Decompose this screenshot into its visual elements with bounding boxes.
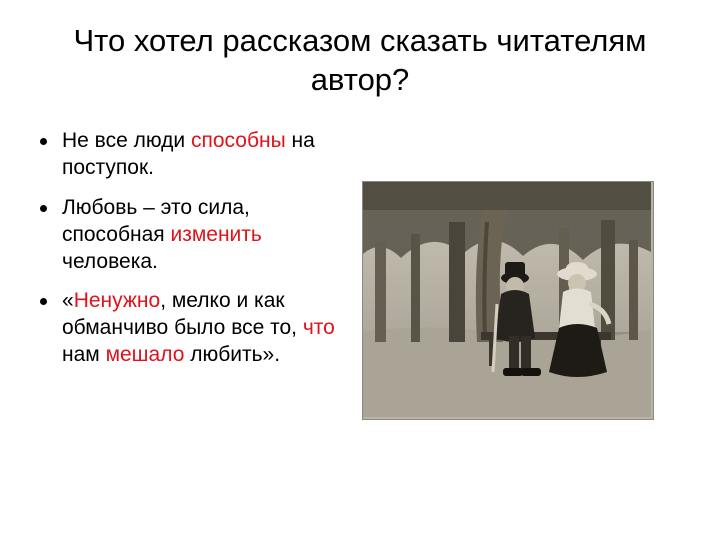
list-item — [34, 288, 344, 369]
list-item-text: Любовь – это сила, способная изменить человека. — [62, 195, 262, 273]
list-item — [34, 128, 344, 182]
list-item-text: «Ненужно, мелко и как обманчиво было все то, что нам мешало любить». — [62, 289, 335, 367]
bullet-dot-icon — [40, 205, 47, 212]
list-item — [34, 195, 344, 276]
bullet-list — [34, 128, 344, 382]
bullet-dot-icon — [40, 138, 47, 145]
photo-illustration — [363, 182, 651, 417]
vintage-photo-man-and-woman-on-bench — [362, 181, 654, 420]
page-title: Что хотел рассказом сказать читателям автор? — [73, 23, 647, 97]
list-item-text: Не все люди способны на поступок. — [62, 129, 315, 179]
bullet-dot-icon — [40, 298, 47, 305]
